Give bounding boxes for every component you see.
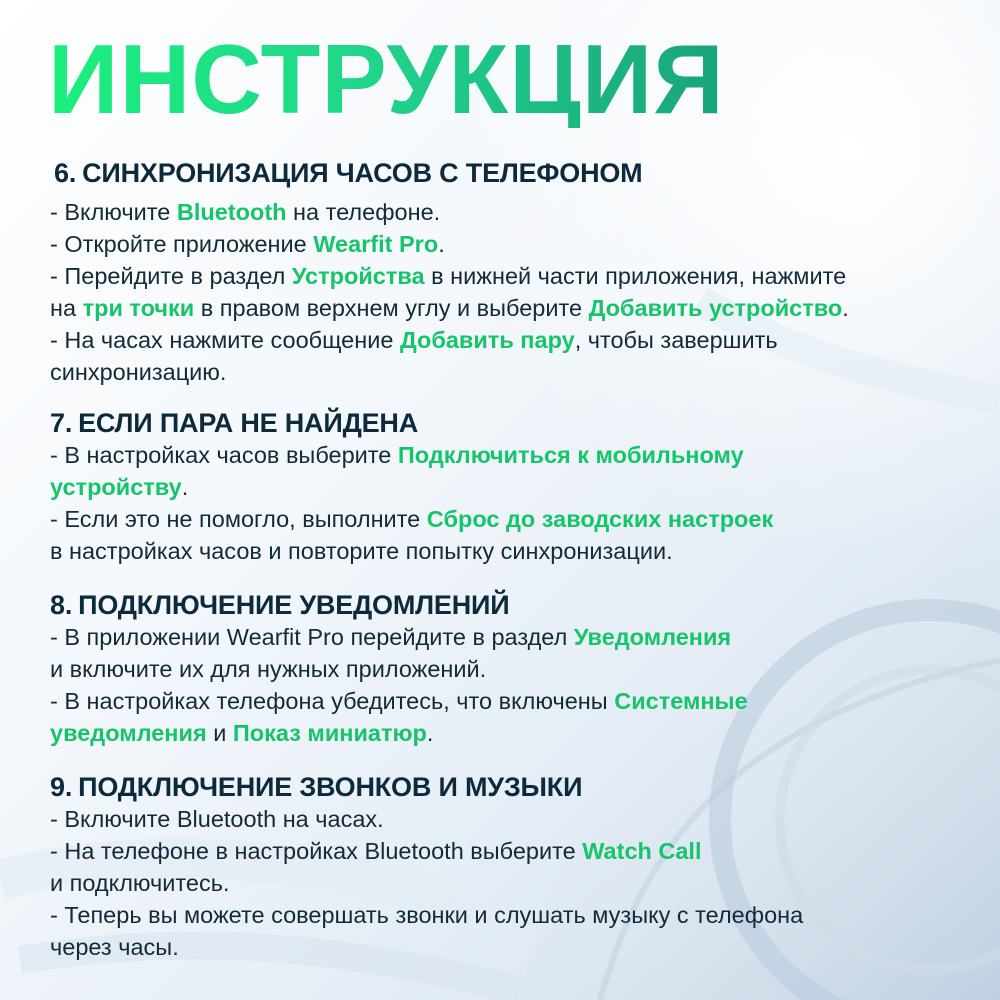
- highlight: Добавить пару: [399, 327, 575, 353]
- instruction-line: - Если это не помогло, выполните Сброс до заводских настроек: [50, 506, 774, 532]
- section-heading-text: ПОДКЛЮЧЕНИЕ ЗВОНКОВ И МУЗЫКИ: [78, 772, 583, 802]
- section-notifications: [50, 590, 970, 749]
- highlight: Уведомления: [573, 624, 732, 650]
- page-title: ИНСТРУКЦИЯ: [48, 24, 725, 134]
- instruction-line: - Включите Bluetooth на часах.: [50, 806, 384, 832]
- instruction-line: - На телефоне в настройках Bluetooth выберите Watch Call: [50, 838, 702, 864]
- instruction-line: - В настройках телефона убедитесь, что включены Системные: [50, 688, 748, 714]
- section-number: 9.: [50, 772, 73, 802]
- section-heading: [54, 158, 974, 189]
- section-heading-text: ПОДКЛЮЧЕНИЕ УВЕДОМЛЕНИЙ: [78, 590, 510, 620]
- section-heading: [50, 408, 970, 439]
- instruction-line: и подключитесь.: [50, 870, 230, 896]
- highlight: Bluetooth: [176, 199, 287, 225]
- instruction-line: и включите их для нужных приложений.: [50, 656, 487, 682]
- instruction-line: - Откройте приложение Wearfit Pro.: [50, 231, 445, 257]
- instruction-line: на три точки в правом верхнем углу и выберите Добавить устройство.: [50, 295, 849, 321]
- section-heading-text: СИНХРОНИЗАЦИЯ ЧАСОВ С ТЕЛЕФОНОМ: [82, 158, 643, 188]
- section-pair-not-found: [50, 408, 970, 567]
- instruction-line: в настройках часов и повторите попытку синхронизации.: [50, 538, 673, 564]
- section-number: 6.: [54, 158, 77, 188]
- highlight: Сброс до заводских настроек: [426, 506, 774, 532]
- instruction-line: устройству.: [50, 474, 189, 500]
- instruction-line: - В настройках часов выберите Подключиться к мобильному: [50, 442, 744, 468]
- highlight: три точки: [82, 295, 195, 321]
- section-heading: [50, 590, 970, 621]
- highlight: Добавить устройство: [588, 295, 843, 321]
- instruction-line: - Перейдите в раздел Устройства в нижней части приложения, нажмите: [50, 263, 847, 289]
- highlight: Подключиться к мобильному: [397, 442, 744, 468]
- instruction-line: синхронизацию.: [50, 359, 227, 385]
- instruction-line: уведомления и Показ миниатюр.: [50, 720, 434, 746]
- instruction-line: - Теперь вы можете совершать звонки и слушать музыку с телефона: [50, 902, 804, 928]
- section-number: 8.: [50, 590, 73, 620]
- section-heading: [50, 772, 970, 803]
- highlight: устройству: [50, 474, 182, 500]
- highlight: Wearfit Pro: [313, 231, 439, 257]
- highlight: Watch Call: [582, 838, 702, 864]
- section-heading-text: ЕСЛИ ПАРА НЕ НАЙДЕНА: [78, 408, 419, 438]
- instruction-line: - Включите Bluetooth на телефоне.: [50, 199, 441, 225]
- highlight: Устройства: [291, 263, 425, 289]
- instruction-line: через часы.: [50, 934, 179, 960]
- highlight: уведомления: [50, 720, 207, 746]
- section-calls-music: [50, 772, 970, 963]
- instruction-line: - На часах нажмите сообщение Добавить пару, чтобы завершить: [50, 327, 778, 353]
- section-number: 7.: [50, 408, 73, 438]
- highlight: Показ миниатюр: [232, 720, 427, 746]
- highlight: Системные: [614, 688, 748, 714]
- section-sync-body: [50, 196, 970, 388]
- instruction-line: - В приложении Wearfit Pro перейдите в раздел Уведомления: [50, 624, 732, 650]
- section-sync: [54, 158, 974, 189]
